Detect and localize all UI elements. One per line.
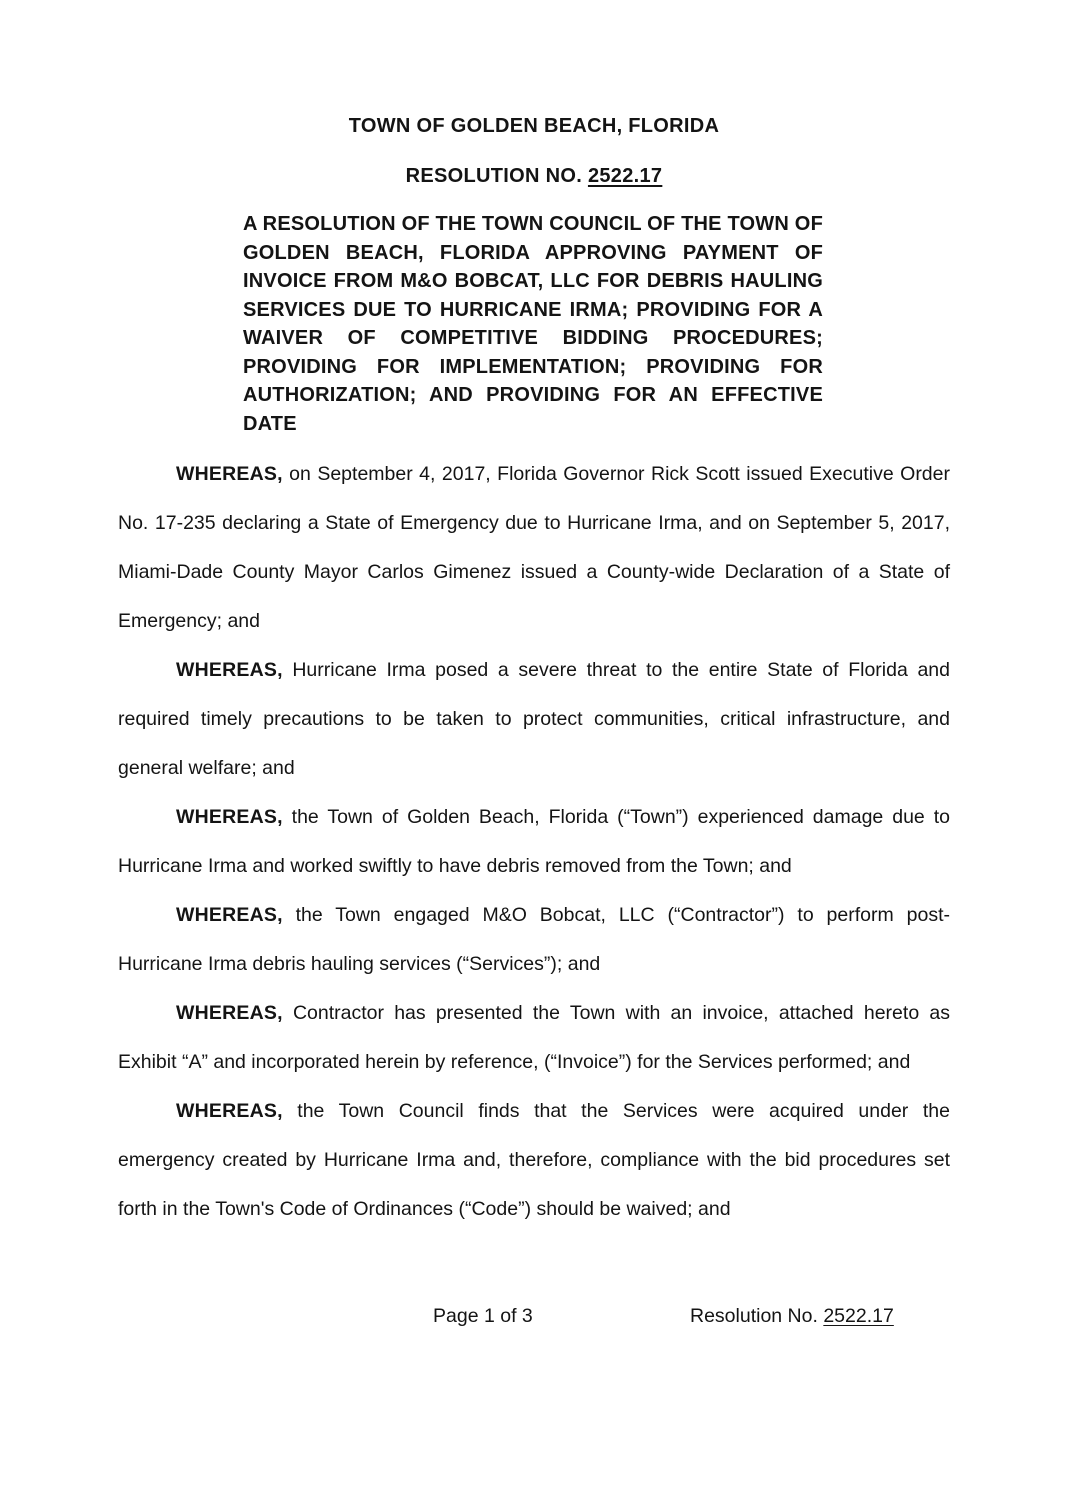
paragraph-text: on September 4, 2017, Florida Governor Rick Scott issued Executive Order No. 17-235 declaring a State of Emergency due to Hurricane Irma, and on September 5, 2017, Miami-Dade County Mayor Carlos Gimenez issued a County-wide Declaration of a State of Emergency; and [118, 463, 950, 632]
whereas-paragraph [118, 646, 950, 793]
whereas-lead: WHEREAS, [176, 463, 283, 485]
whereas-paragraph [118, 1087, 950, 1234]
footer-resolution-label: Resolution No. [690, 1305, 818, 1327]
paragraph-text: Contractor has presented the Town with an invoice, attached hereto as Exhibit “A” and incorporated herein by reference, (“Invoice”) for the Services performed; and [118, 1002, 950, 1073]
footer-resolution-number: 2522.17 [823, 1305, 894, 1327]
whereas-lead: WHEREAS, [176, 1100, 283, 1122]
resolution-caption: A RESOLUTION OF THE TOWN COUNCIL OF THE TOWN OF GOLDEN BEACH, FLORIDA APPROVING PAYMENT OF INVOICE FROM M&O BOBCAT, LLC FOR DEBRIS HAULING SERVICES DUE TO HURRICANE IRMA; PROVIDING FOR A WAIVER OF COMPETITIVE BIDDING PROCEDURES; PROVIDING FOR IMPLEMENTATION; PROVIDING FOR AUTHORIZATION; AND PROVIDING FOR AN EFFECTIVE DATE [243, 213, 823, 435]
paragraph-text: the Town engaged M&O Bobcat, LLC (“Contractor”) to perform post-Hurricane Irma debris hauling services (“Services”); and [118, 904, 950, 975]
body-paragraphs [118, 450, 950, 1234]
whereas-paragraph [118, 989, 950, 1087]
resolution-label: RESOLUTION NO. [405, 165, 583, 187]
whereas-lead: WHEREAS, [176, 659, 283, 681]
page-number: Page 1 of 3 [433, 1305, 533, 1327]
resolution-heading [118, 164, 950, 188]
document-title: TOWN OF GOLDEN BEACH, FLORIDA [348, 115, 720, 137]
whereas-lead: WHEREAS, [176, 904, 283, 926]
whereas-paragraph [118, 891, 950, 989]
whereas-lead: WHEREAS, [176, 1002, 283, 1024]
paragraph-text: the Town of Golden Beach, Florida (“Town”) experienced damage due to Hurricane Irma and worked swiftly to have debris removed from the Town; and [118, 806, 950, 877]
paragraph-text: the Town Council finds that the Services were acquired under the emergency created by Hurricane Irma and, therefore, compliance with the bid procedures set forth in the Town's Code of Ordinances (“Code”) should be waived; and [118, 1100, 950, 1220]
resolution-number: 2522.17 [587, 165, 663, 187]
whereas-paragraph [118, 450, 950, 646]
whereas-paragraph [118, 793, 950, 891]
footer-resolution [690, 1305, 894, 1328]
page-footer [0, 1305, 1065, 1335]
whereas-lead: WHEREAS, [176, 806, 283, 828]
paragraph-text: Hurricane Irma posed a severe threat to the entire State of Florida and required timely precautions to be taken to protect communities, critical infrastructure, and general welfare; and [118, 659, 950, 779]
